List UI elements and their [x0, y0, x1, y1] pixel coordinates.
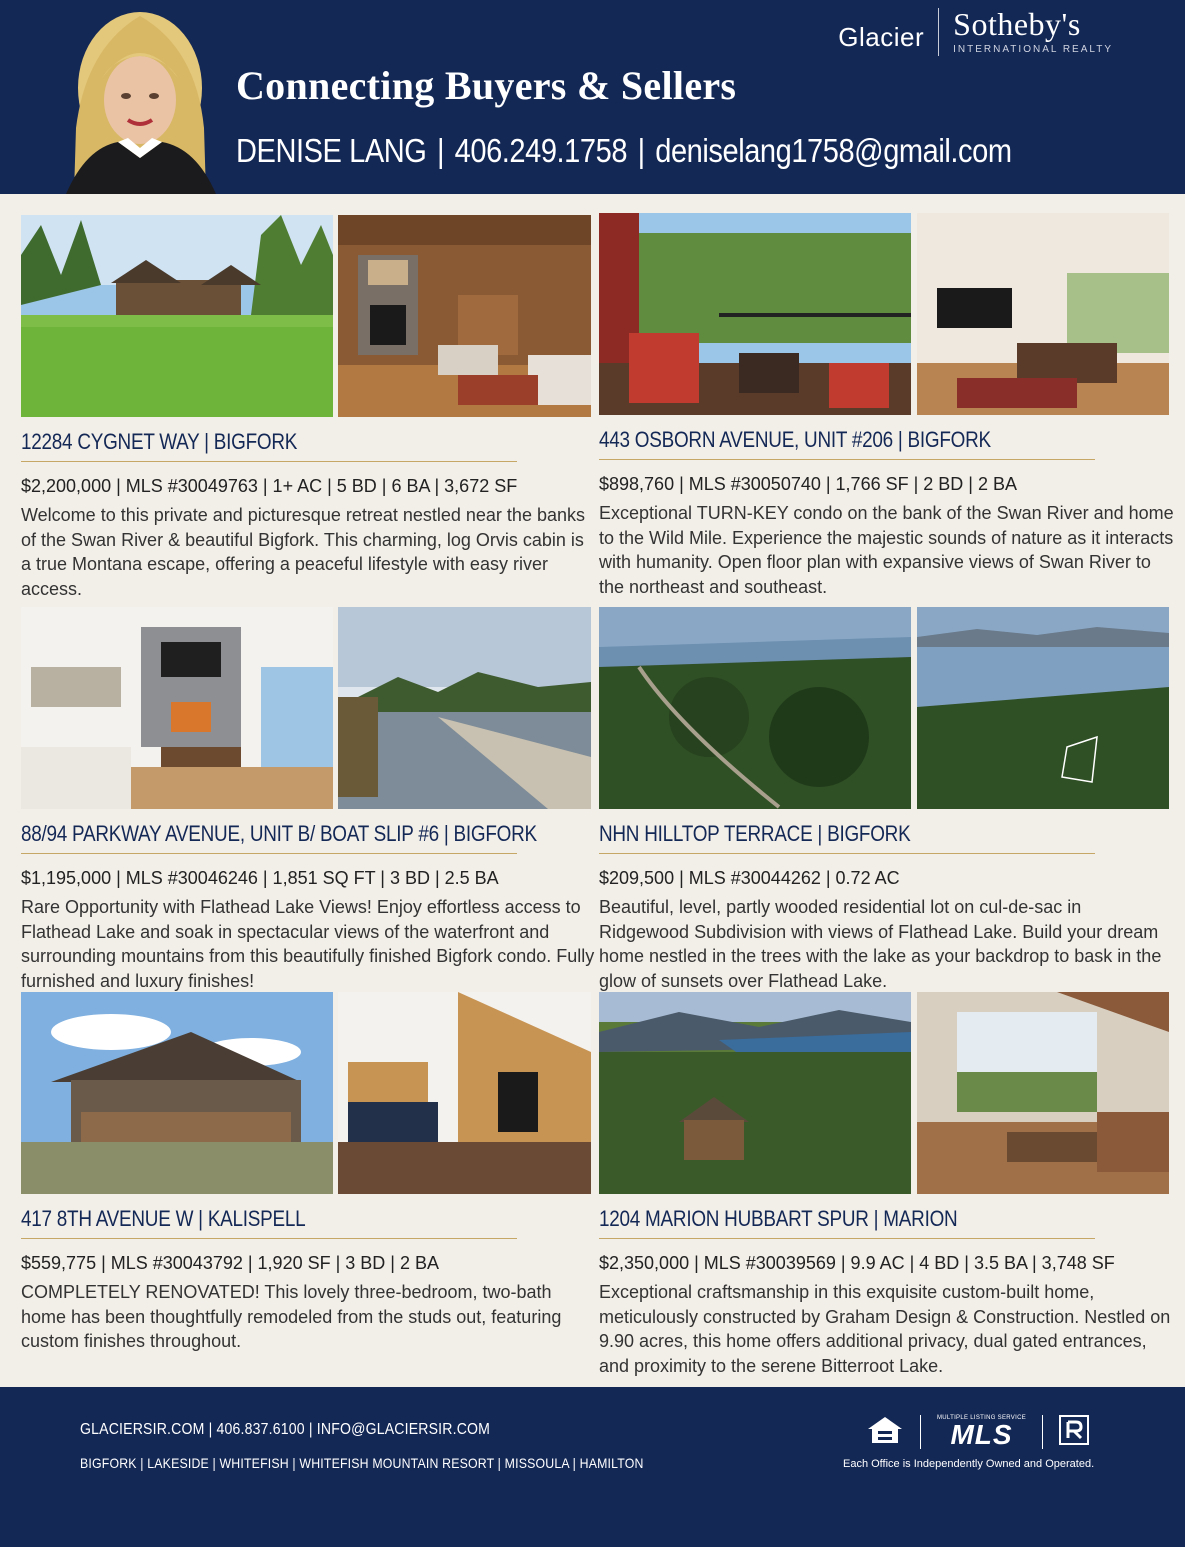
brand-sothebys: Sotheby's	[953, 6, 1081, 42]
listing-address[interactable]	[21, 821, 537, 847]
address-city: MARION	[883, 1206, 958, 1231]
address-street: 88/94 PARKWAY AVENUE, UNIT B/ BOAT SLIP #6 |	[21, 821, 449, 846]
mls-caption: MULTIPLE LISTING SERVICE	[937, 1415, 1026, 1421]
agent-phone[interactable]: 406.249.1758	[454, 132, 628, 169]
listing-address[interactable]	[599, 821, 1094, 847]
listing-card[interactable]	[21, 992, 596, 1354]
footer-logos	[866, 1415, 1089, 1449]
divider-rule	[21, 1238, 517, 1239]
header-banner	[0, 0, 1185, 194]
listing-description: Exceptional craftsmanship in this exquisite custom-built home, meticulously constructed by Graham Design & Construction. Nestled on 9.90 acres, this home offers additional privacy, dual gated entrances, and proximity to the serene Bitterroot Lake.	[599, 1282, 1171, 1376]
listing-address[interactable]	[21, 429, 516, 455]
separator: |	[637, 132, 645, 169]
divider-rule	[21, 853, 517, 854]
divider-rule	[21, 461, 517, 462]
divider-rule	[599, 1238, 1095, 1239]
listing-facts: $209,500 | MLS #30044262 | 0.72 AC	[599, 868, 900, 888]
listing-facts: $898,760 | MLS #30050740 | 1,766 SF | 2 BD | 2 BA	[599, 474, 1017, 494]
footer-contact[interactable]: GLACIERSIR.COM | 406.837.6100 | INFO@GLACIERSIR.COM	[80, 1421, 491, 1438]
listing-address[interactable]	[599, 427, 1094, 453]
agent-name: DENISE LANG	[236, 132, 427, 169]
listing-description: Welcome to this private and picturesque retreat nestled near the banks of the Swan River & beautiful Bigfork. This charming, log Orvis cabin is a true Montana escape, offering a peaceful lifestyle with easy river access.	[21, 505, 585, 599]
listing-photos	[21, 215, 596, 421]
listing-facts: $2,200,000 | MLS #30049763 | 1+ AC | 5 BD | 6 BA | 3,672 SF	[21, 476, 518, 496]
agent-email[interactable]: deniselang1758@gmail.com	[655, 132, 1012, 169]
realtor-icon	[1059, 1415, 1089, 1449]
exterior-photo[interactable]	[21, 992, 333, 1194]
logo-divider	[1042, 1415, 1043, 1449]
listing-card[interactable]	[599, 213, 1174, 599]
listing-photos	[21, 992, 596, 1198]
address-street: NHN HILLTOP TERRACE |	[599, 821, 823, 846]
marina-photo[interactable]	[338, 607, 591, 809]
address-city: BIGFORK	[827, 821, 911, 846]
brand-divider	[938, 8, 939, 56]
listing-photos	[599, 213, 1174, 419]
address-street: 1204 MARION HUBBART SPUR |	[599, 1206, 879, 1231]
address-street: 443 OSBORN AVENUE, UNIT #206 |	[599, 427, 903, 452]
listing-description: Beautiful, level, partly wooded residential lot on cul-de-sac in Ridgewood Subdivision with views of Flathead Lake. Build your dream home nestled in the trees with the lake as your backdrop to bask in the glow of sunsets over Flathead Lake.	[599, 897, 1162, 991]
listing-photos	[599, 992, 1174, 1198]
great-room-photo[interactable]	[917, 992, 1169, 1194]
interior-photo[interactable]	[21, 607, 333, 809]
address-city: BIGFORK	[907, 427, 991, 452]
brand-logo	[838, 8, 1113, 56]
footer	[0, 1387, 1185, 1547]
deck-photo[interactable]	[599, 213, 911, 415]
listing-card[interactable]	[21, 215, 596, 601]
mls-logo	[937, 1415, 1026, 1449]
logo-divider	[920, 1415, 921, 1449]
aerial-photo[interactable]	[599, 607, 911, 809]
listing-card[interactable]	[21, 607, 596, 993]
address-city: BIGFORK	[213, 429, 298, 454]
address-city: KALISPELL	[207, 1206, 306, 1231]
agent-contact	[236, 132, 1012, 170]
brand-subtitle: INTERNATIONAL REALTY	[953, 44, 1113, 55]
page-title: Connecting Buyers & Sellers	[236, 63, 737, 108]
address-city: BIGFORK	[453, 821, 537, 846]
divider-rule	[599, 853, 1095, 854]
divider-rule	[599, 459, 1095, 460]
listing-description: Exceptional TURN-KEY condo on the bank of the Swan River and home to the Wild Mile. Experience the majestic sounds of nature as it interacts with humanity. Open floor plan with expansive views of Swan River to the northeast and southeast.	[599, 503, 1174, 597]
listing-photos	[21, 607, 596, 813]
listing-photos	[599, 607, 1174, 813]
separator: |	[436, 132, 445, 169]
listing-address[interactable]	[599, 1206, 1094, 1232]
equal-housing-icon	[866, 1415, 904, 1449]
living-room-photo[interactable]	[917, 213, 1169, 415]
listing-facts: $2,350,000 | MLS #30039569 | 9.9 AC | 4 BD | 3.5 BA | 3,748 SF	[599, 1253, 1115, 1273]
address-street: 417 8TH AVENUE W |	[21, 1206, 203, 1231]
footer-disclaimer: Each Office is Independently Owned and Operated.	[843, 1458, 1095, 1470]
listing-facts: $559,775 | MLS #30043792 | 1,920 SF | 3 BD | 2 BA	[21, 1253, 439, 1273]
interior-photo[interactable]	[338, 215, 591, 417]
agent-portrait	[56, 8, 224, 194]
aerial-lake-photo[interactable]	[917, 607, 1169, 809]
aerial-photo[interactable]	[599, 992, 911, 1194]
listing-card[interactable]	[599, 992, 1174, 1378]
listing-facts: $1,195,000 | MLS #30046246 | 1,851 SQ FT | 3 BD | 2.5 BA	[21, 868, 499, 888]
interior-photo[interactable]	[338, 992, 591, 1194]
exterior-photo[interactable]	[21, 215, 333, 417]
listing-card[interactable]	[599, 607, 1174, 993]
mls-label: MLS	[950, 1419, 1013, 1450]
listing-description: Rare Opportunity with Flathead Lake Views! Enjoy effortless access to Flathead Lake and soak in spectacular views of the waterfront and surrounding mountains from this beautifully finished Bigfork condo. Fully furnished and luxury finishes!	[21, 897, 595, 991]
footer-offices: BIGFORK | LAKESIDE | WHITEFISH | WHITEFISH MOUNTAIN RESORT | MISSOULA | HAMILTON	[80, 1455, 644, 1471]
listing-address[interactable]	[21, 1206, 516, 1232]
address-street: 12284 CYGNET WAY |	[21, 429, 209, 454]
brand-glacier: Glacier	[838, 22, 925, 52]
listing-description: COMPLETELY RENOVATED! This lovely three-bedroom, two-bath home has been thoughtfully remodeled from the studs out, featuring custom finishes throughout.	[21, 1282, 562, 1351]
